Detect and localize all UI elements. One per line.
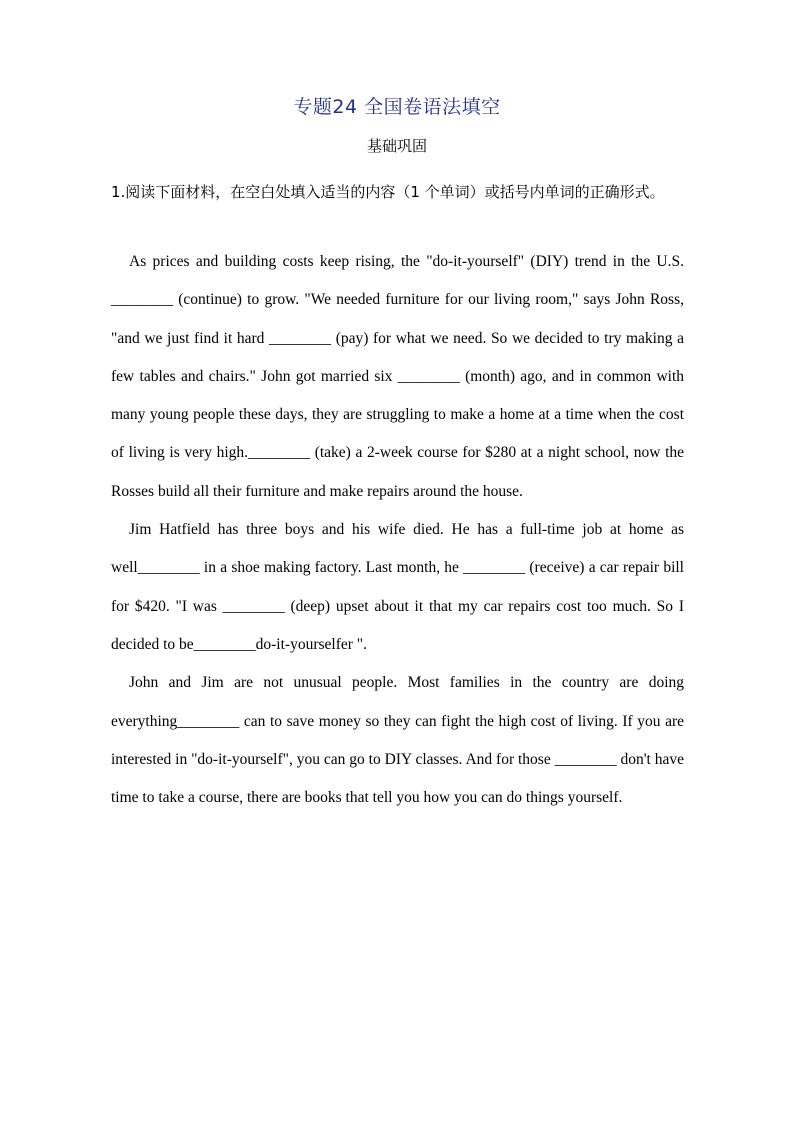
passage-paragraph-3: John and Jim are not unusual people. Most families in the country are doing everything________ can to save money so they can fight the high cost of living. If you are interested in "do-it-yourself", you can go to DIY classes. And for those ________ don't have time to take a course, there are books that tell you how you can do things yourself. [111,674,684,807]
exercise-instruction: 1.阅读下面材料，在空白处填入适当的内容（1 个单词）或括号内单词的正确形式。 [111,183,665,201]
passage-paragraph-2: Jim Hatfield has three boys and his wife died. He has a full-time job at home as well________ in a shoe making factory. Last month, he ________ (receive) a car repair bill for $420. "I was ________ (deep) upset about it that my car repairs cost too much. So I decided to be________do-it-yourselfer ". [111,521,684,653]
passage-paragraph-1: As prices and building costs keep rising, the "do-it-yourself" (DIY) trend in the U.S. ________ (continue) to grow. "We needed furniture for our living room," says John Ross, "and we just find it hard ________ (pay) for what we need. So we decided to try making a few tables and chairs." John got married six ________ (month) ago, and in common with many young people these days, they are struggling to make a home at a time when the cost of living is very high.________ (take) a 2-week course for $280 at a night school, now the Rosses build all their furniture and make repairs around the house. [111,253,684,500]
reading-passage [111,243,684,817]
section-subtitle: 基础巩固 [366,137,427,155]
page-title: 专题24 全国卷语法填空 [293,96,501,118]
